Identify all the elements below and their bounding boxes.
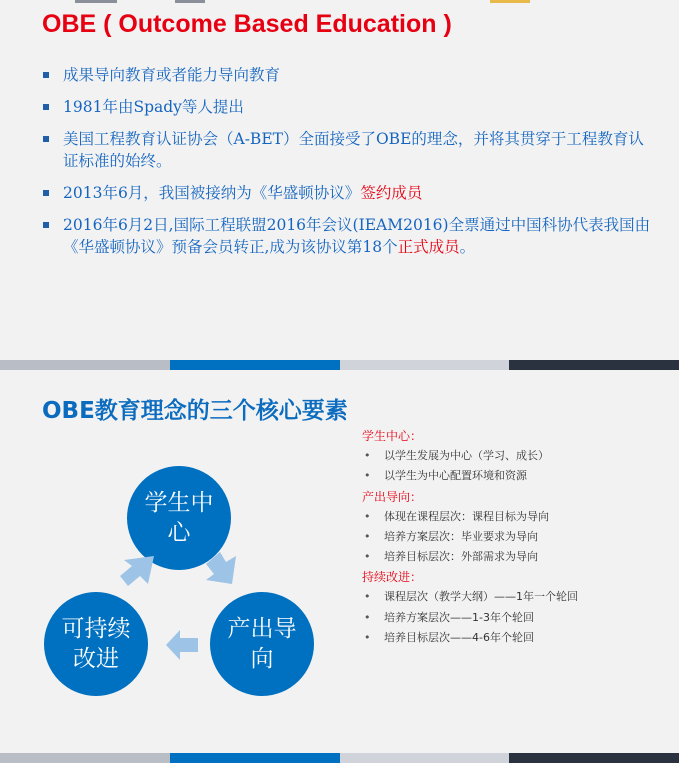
list-item: • 培养目标层次——4-6年个轮回 <box>362 628 662 648</box>
bullet-list <box>42 64 652 268</box>
slide-title: OBE ( Outcome Based Education ) <box>42 10 452 38</box>
arrow-down-right-icon <box>202 550 242 590</box>
section-heading: 产出导向： <box>362 489 423 504</box>
list-item: • 课程层次（教学大纲）——1年一个轮回 <box>362 587 662 607</box>
slide-obe-intro <box>0 0 679 370</box>
highlight-text: 签约成员 <box>360 184 423 202</box>
bullet-item <box>42 214 652 258</box>
list-item: • 培养目标层次：外部需求为导向 <box>362 547 662 567</box>
arrow-left-icon <box>164 628 200 662</box>
bullet-item <box>42 64 652 86</box>
section-heading: 学生中心： <box>362 429 423 443</box>
list-item: • 培养方案层次——1-3年个轮回 <box>362 608 662 628</box>
bullet-item <box>42 96 652 118</box>
circle-outcome-oriented <box>210 592 314 696</box>
bullet-text: 2013年6月，我国被接纳为《华盛顿协议》 <box>63 184 361 202</box>
square-bullet-icon <box>43 136 49 142</box>
list-item: • 体现在课程层次：课程目标为导向 <box>362 507 662 527</box>
list-item: • 培养方案层次：毕业要求为导向 <box>362 527 662 547</box>
circle-continuous-improvement <box>44 592 148 696</box>
top-edge-mark <box>75 0 117 3</box>
list-item: • 以学生为中心配置环境和资源 <box>362 466 662 486</box>
bullet-item <box>42 182 652 204</box>
circle-label: 学生中心 <box>144 490 214 546</box>
square-bullet-icon <box>43 190 49 196</box>
bullet-tail: 。 <box>459 238 476 256</box>
color-stripe <box>0 753 679 763</box>
square-bullet-icon <box>43 104 49 110</box>
square-bullet-icon <box>43 72 49 78</box>
core-elements-detail <box>362 426 662 648</box>
bullet-text: 2016年6月2日,国际工程联盟2016年会议(IEAM2016)全票通过中国科协代表我国由《华盛顿协议》预备会员转正,成为该协议第18个 <box>63 216 651 256</box>
circle-label: 可持续改进 <box>61 616 131 672</box>
color-stripe <box>0 360 679 370</box>
bullet-item <box>42 128 652 172</box>
slide-title: OBE教育理念的三个核心要素 <box>42 398 348 424</box>
highlight-text: 正式成员 <box>397 238 460 256</box>
slide-core-elements <box>0 370 679 763</box>
arrow-up-right-icon <box>118 550 158 590</box>
bullet-text: 成果导向教育或者能力导向教育 <box>63 66 281 84</box>
square-bullet-icon <box>43 222 49 228</box>
bullet-text: 美国工程教育认证协会（A-BET）全面接受了OBE的理念，并将其贯穿于工程教育认证标准的始终。 <box>63 130 644 170</box>
list-item: • 以学生发展为中心（学习、成长） <box>362 446 662 466</box>
top-edge-mark <box>175 0 205 3</box>
top-edge-mark <box>490 0 530 3</box>
bullet-text: 1981年由Spady等人提出 <box>63 98 244 116</box>
section-heading: 持续改进： <box>362 570 423 585</box>
circle-label: 产出导向 <box>227 616 297 672</box>
